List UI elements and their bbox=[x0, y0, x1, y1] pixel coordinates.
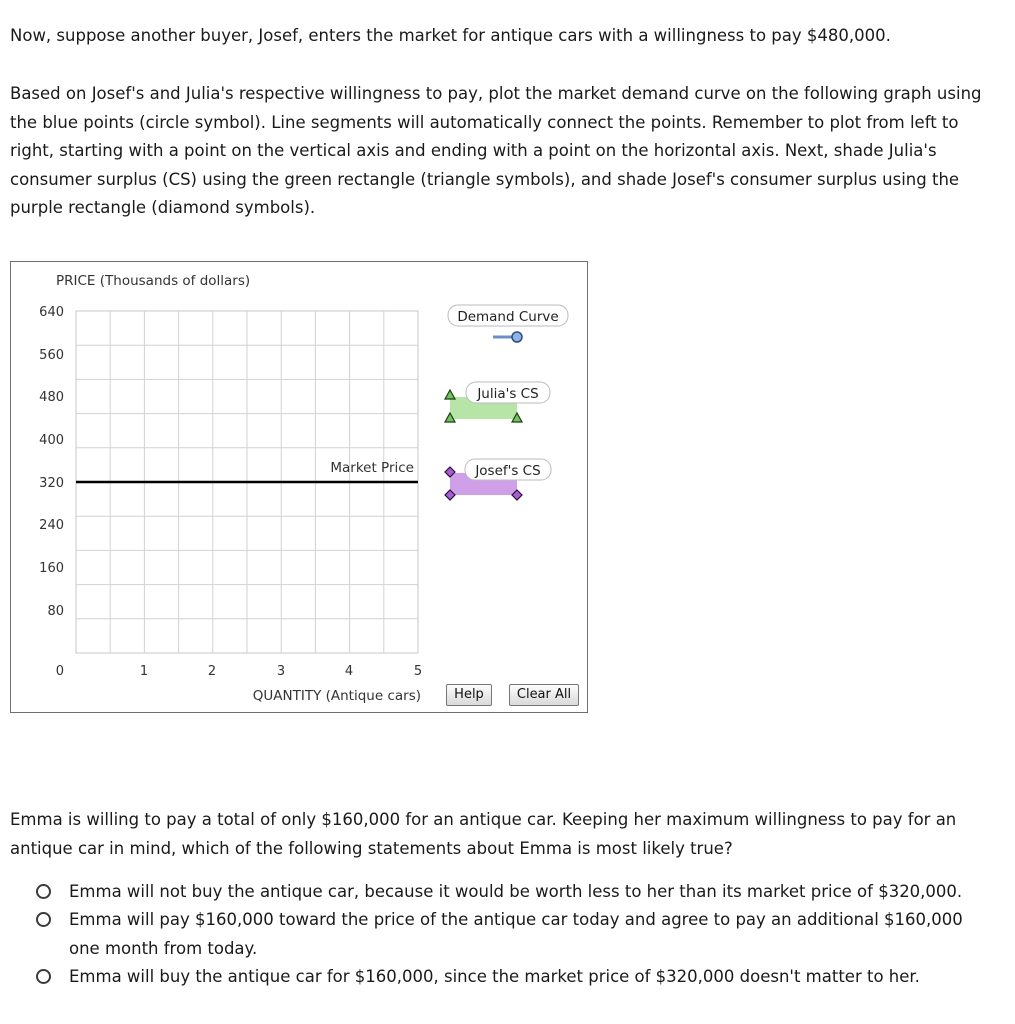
triangle-icon[interactable] bbox=[445, 390, 455, 399]
josef-cs-label: Josef's CS bbox=[475, 463, 541, 479]
instructions-line: purple rectangle (diamond symbols). bbox=[10, 198, 316, 217]
radio-button[interactable] bbox=[36, 912, 51, 927]
x-tick-label: 2 bbox=[207, 664, 217, 679]
julia-cs-tool[interactable] bbox=[445, 382, 550, 422]
market-price-label: Market Price bbox=[330, 460, 414, 476]
answer-option-line[interactable]: one month from today. bbox=[69, 938, 258, 958]
x-tick-label: 3 bbox=[276, 664, 286, 679]
question-text bbox=[10, 806, 1013, 863]
instructions-line: consumer surplus (CS) using the green rectangle (triangle symbols), and shade Josef's consumer surplus using the bbox=[10, 169, 960, 189]
question-line: antique car in mind, which of the following statements about Emma is most likely true? bbox=[10, 838, 733, 858]
josef-cs-tool[interactable] bbox=[445, 459, 551, 500]
y-tick-label: 0 bbox=[55, 664, 64, 679]
answer-option-text[interactable] bbox=[69, 963, 1009, 992]
answer-option-text[interactable] bbox=[69, 878, 1009, 907]
clear-all-button[interactable]: Clear All bbox=[509, 684, 579, 706]
y-tick-label: 640 bbox=[39, 305, 64, 320]
y-tick-label: 240 bbox=[39, 518, 64, 533]
circle-point-icon[interactable] bbox=[512, 332, 522, 342]
radio-button[interactable] bbox=[36, 969, 51, 984]
demand-curve-tool[interactable] bbox=[448, 305, 568, 342]
help-button[interactable]: Help bbox=[446, 684, 492, 706]
y-tick-label: 480 bbox=[39, 390, 64, 405]
demand-curve-label: Demand Curve bbox=[457, 309, 559, 325]
instructions bbox=[10, 80, 1013, 223]
answer-option-line[interactable]: Emma will buy the antique car for $160,000, since the market price of $320,000 doesn't matter to her. bbox=[69, 967, 920, 986]
instructions-line: Based on Josef's and Julia's respective willingness to pay, plot the market demand curve on the following graph using bbox=[10, 84, 982, 103]
y-tick-labels bbox=[39, 305, 64, 679]
y-tick-label: 560 bbox=[39, 348, 64, 363]
graph-panel[interactable] bbox=[10, 261, 588, 713]
y-tick-label: 320 bbox=[39, 476, 64, 491]
instructions-line: the blue points (circle symbol). Line segments will automatically connect the points. Remember to plot from left to bbox=[10, 112, 959, 132]
x-axis-title: QUANTITY (Antique cars) bbox=[252, 688, 421, 704]
graph-svg[interactable] bbox=[11, 262, 587, 712]
answer-option-line[interactable]: Emma will not buy the antique car, because it would be worth less to her than its market price of $320,000. bbox=[69, 882, 963, 901]
y-axis-title: PRICE (Thousands of dollars) bbox=[56, 273, 251, 289]
intro-text: Now, suppose another buyer, Josef, enters the market for antique cars with a willingness to pay $480,000. bbox=[10, 26, 891, 45]
question-line: Emma is willing to pay a total of only $160,000 for an antique car. Keeping her maximum willingness to pay for an bbox=[10, 810, 957, 829]
x-tick-label: 5 bbox=[413, 664, 423, 679]
y-tick-label: 160 bbox=[39, 561, 64, 576]
x-tick-label: 1 bbox=[139, 664, 149, 679]
instructions-line: right, starting with a point on the vertical axis and ending with a point on the horizontal axis. Next, shade Julia's bbox=[10, 141, 937, 160]
radio-button[interactable] bbox=[36, 884, 51, 899]
x-tick-label: 4 bbox=[344, 664, 354, 679]
y-tick-label: 80 bbox=[47, 604, 64, 619]
answer-option-line[interactable]: Emma will pay $160,000 toward the price of the antique car today and agree to pay an additional $160,000 bbox=[69, 910, 963, 929]
answer-option-text[interactable] bbox=[69, 906, 1009, 963]
x-tick-labels bbox=[140, 664, 422, 679]
y-tick-label: 400 bbox=[39, 433, 64, 448]
julia-cs-label: Julia's CS bbox=[477, 386, 539, 402]
